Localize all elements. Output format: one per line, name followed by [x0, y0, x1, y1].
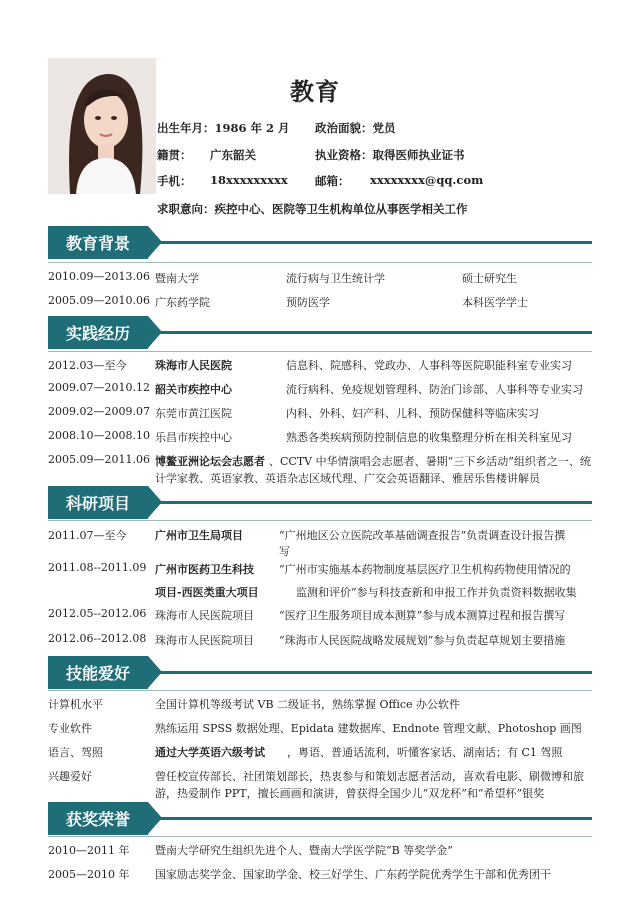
license: 执业资格：取得医师执业证书: [315, 148, 465, 162]
section-skills-title: 技能爱好: [48, 656, 148, 689]
section-divider: [48, 520, 592, 521]
section-rule: [148, 501, 592, 504]
phone-label: 手机：: [157, 174, 192, 188]
resume-name: 教育: [290, 78, 340, 106]
email-value: xxxxxxxx@qq.com: [370, 173, 484, 187]
political-status: 政治面貌：党员: [315, 121, 396, 135]
portrait-image: [48, 58, 156, 194]
section-practice-title: 实践经历: [48, 316, 148, 349]
phone-value: 18xxxxxxxxx: [210, 173, 288, 187]
section-rule: [148, 817, 592, 820]
origin-label: 籍贯：: [157, 148, 192, 162]
section-divider: [48, 262, 592, 263]
section-rule: [148, 671, 592, 674]
section-divider: [48, 836, 592, 837]
birth-date: 出生年月：1986 年 2 月: [157, 121, 290, 135]
section-rule: [148, 331, 592, 334]
origin-value: 广东韶关: [210, 148, 256, 162]
section-divider: [48, 351, 592, 352]
section-divider: [48, 690, 592, 691]
section-education-title: 教育背景: [48, 226, 148, 259]
section-awards-title: 获奖荣誉: [48, 802, 148, 835]
job-objective: 求职意向：疾控中心、医院等卫生机构单位从事医学相关工作: [157, 202, 468, 216]
section-research-title: 科研项目: [48, 486, 148, 519]
email-label: 邮箱：: [315, 174, 350, 188]
profile-photo: [48, 58, 156, 194]
section-rule: [148, 241, 592, 244]
